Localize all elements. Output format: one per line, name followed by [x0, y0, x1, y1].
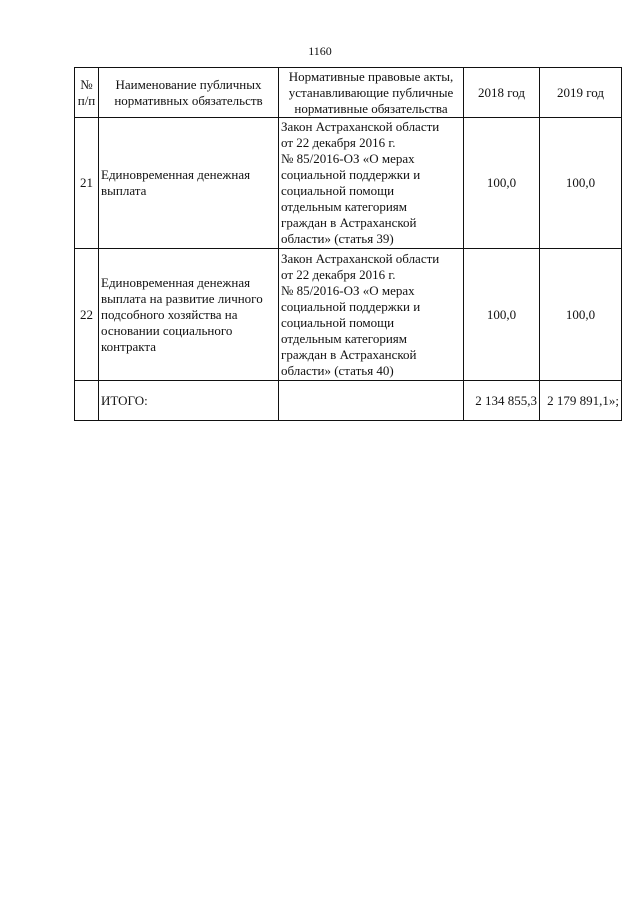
total-2019: 2 179 891,1»; [540, 381, 622, 421]
value-2018: 100,0 [464, 249, 540, 381]
obligations-table [74, 67, 622, 421]
table-row [75, 118, 622, 249]
value-2018: 100,0 [464, 118, 540, 249]
total-2018: 2 134 855,3 [464, 381, 540, 421]
page-number: 1160 [308, 44, 332, 58]
obligation-name: Единовременная денежная выплата на развитие личного подсобного хозяйства на основании социального контракта [99, 249, 279, 381]
total-label: ИТОГО: [99, 381, 279, 421]
header-2019: 2019 год [540, 68, 622, 118]
table-row [75, 249, 622, 381]
row-number: 22 [75, 249, 99, 381]
total-row [75, 381, 622, 421]
header-number: № п/п [75, 68, 99, 118]
header-obligation-name: Наименование публичных нормативных обязательств [99, 68, 279, 118]
obligation-name: Единовременная денежная выплата [99, 118, 279, 249]
legal-act: Закон Астраханской области от 22 декабря 2016 г. № 85/2016-ОЗ «О мерах социальной поддержки и социальной помощи отдельным категориям граждан в Астраханской области» (статья 39) [279, 118, 464, 249]
total-number-cell [75, 381, 99, 421]
total-acts-cell [279, 381, 464, 421]
value-2019: 100,0 [540, 249, 622, 381]
value-2019: 100,0 [540, 118, 622, 249]
table-header-row [75, 68, 622, 118]
header-2018: 2018 год [464, 68, 540, 118]
header-legal-acts: Нормативные правовые акты, устанавливающие публичные нормативные обязательства [279, 68, 464, 118]
legal-act: Закон Астраханской области от 22 декабря 2016 г. № 85/2016-ОЗ «О мерах социальной поддержки и социальной помощи отдельным категориям граждан в Астраханской области» (статья 40) [279, 249, 464, 381]
row-number: 21 [75, 118, 99, 249]
